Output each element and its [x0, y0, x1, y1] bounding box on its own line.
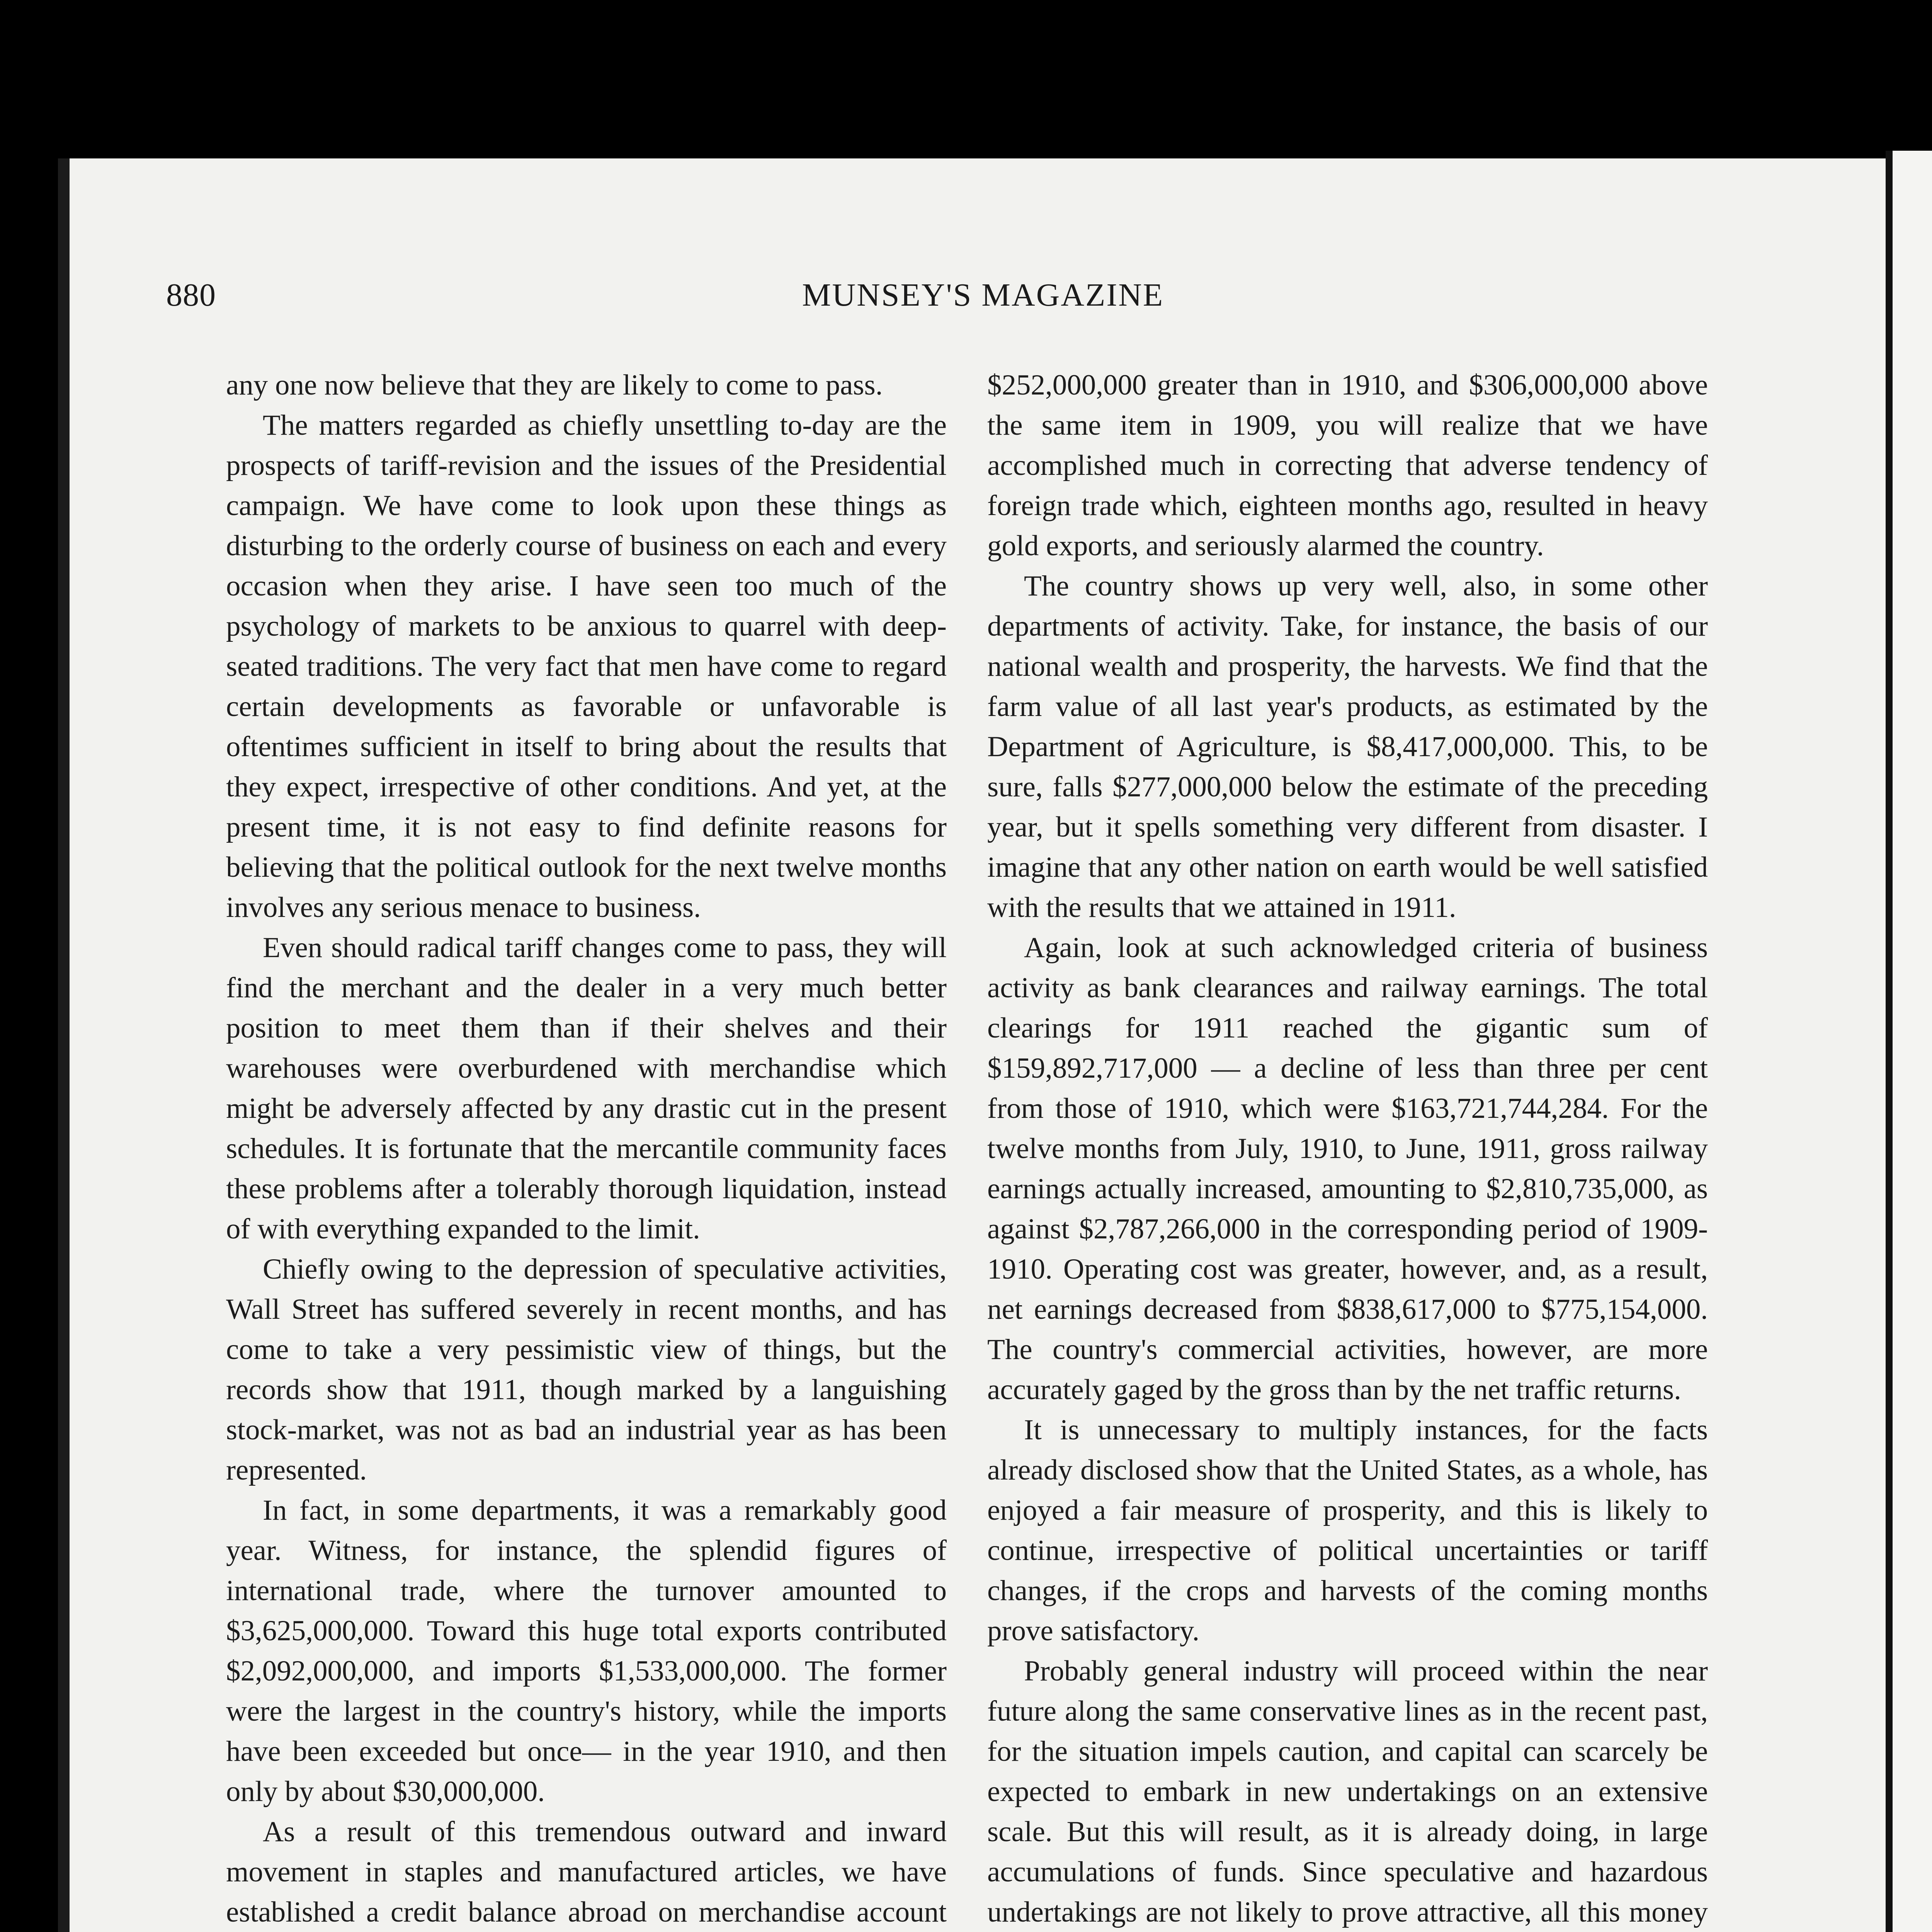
- facing-page-edge: [1886, 151, 1932, 1932]
- paragraph: $252,000,000 greater than in 1910, and $306,000,000 above the same item in 1909, you will realize that we have accomplished much in correcting that adverse tendency of foreign trade which, eighteen months ago, resulted in heavy gold exports, and seriously alarmed the country.: [987, 369, 1708, 562]
- paragraph: Again, look at such acknowledged criteria of business activity as bank clearances and railway earnings. The total clearings for 1911 reached the gigantic sum of $159,892,717,000 — a decline of less than three per cent from those of 1910, which were $163,721,744,284. For the twelve months from July, 1910, to June, 1911, gross railway earnings actually increased, amounting to $2,810,735,000, as against $2,787,266,000 in the corresponding period of 1909-1910. Operating cost was greater, however, and, as a result, net earnings decreased from $838,617,000 to $775,154,000. The country's commercial activities, however, are more accurately gaged by the gross than by the net traffic returns.: [987, 932, 1708, 1406]
- page-number: 880: [166, 277, 216, 313]
- paragraph: The matters regarded as chiefly unsettling to-day are the prospects of tariff-revision and the issues of the Presidential campaign. We have come to look upon these things as disturbing to the orderly course of business on each and every occasion when they arise. I have seen too much of the psychology of markets to be anxious to quarrel with deep-seated traditions. The very fact that men have come to regard certain developments as favorable or unfavorable is oftentimes sufficient in itself to bring about the results that they expect, irrespective of other conditions. And yet, at the present time, it is not easy to find definite reasons for believing that the political outlook for the next twelve months involves any serious menace to business.: [226, 409, 947, 923]
- paragraph: As a result of this tremendous outward and inward movement in staples and manufactured articles, we have established a credit balance abroad on merchandise account: [226, 1816, 947, 1928]
- paragraph: Probably general industry will proceed within the near future along the same conservative lines as in the recent past, for the situation impels caution, and capital can scarcely be expected to embark in new undertakings on an extensive scale. But this will result, as it is already doing, in large accumulations of funds. Since speculative and hazardous undertakings are not likely to prove attractive, all this money: [987, 1655, 1708, 1928]
- paragraph: Even should radical tariff changes come to pass, they will find the merchant and the dealer in a very much better position to meet them than if their shelves and their warehouses were overburdened with merchandise which might be adversely affected by any drastic cut in the present schedules. It is fortunate that the mercantile community faces these problems after a tolerably thorough liquidation, instead of with everything expanded to the limit.: [226, 932, 947, 1245]
- left-column: [226, 365, 947, 1932]
- paragraph: In fact, in some departments, it was a remarkably good year. Witness, for instance, the splendid figures of international trade, where the turnover amounted to $3,625,000,000. Toward this huge total exports contributed $2,092,000,000, and imports $1,533,000,000. The former were the largest in the country's history, while the imports have been exceeded but once— in the year 1910, and then only by about $30,000,000.: [226, 1494, 947, 1808]
- running-head: MUNSEY'S MAGAZINE: [802, 277, 1164, 313]
- paragraph: The country shows up very well, also, in some other departments of activity. Take, for instance, the basis of our national wealth and prosperity, the harvests. We find that the farm value of all last year's products, as estimated by the Department of Agriculture, is $8,417,000,000. This, to be sure, falls $277,000,000 below the estimate of the preceding year, but it spells something very different from disaster. I imagine that any other nation on earth would be well satisfied with the results that we attained in 1911.: [987, 570, 1708, 923]
- paragraph: any one now believe that they are likely to come to pass.: [226, 369, 883, 401]
- paragraph: Chiefly owing to the depression of speculative activities, Wall Street has suffered severely in recent months, and has come to take a very pessimistic view of things, but the records show that 1911, though marked by a languishing stock-market, was not as bad an industrial year as has been represented.: [226, 1253, 947, 1486]
- right-column: [987, 365, 1708, 1932]
- paragraph: It is unnecessary to multiply instances, for the facts already disclosed show that the United States, as a whole, has enjoyed a fair measure of prosperity, and this is likely to continue, irrespective of political uncertainties or tariff changes, if the crops and harvests of the coming months prove satisfactory.: [987, 1414, 1708, 1647]
